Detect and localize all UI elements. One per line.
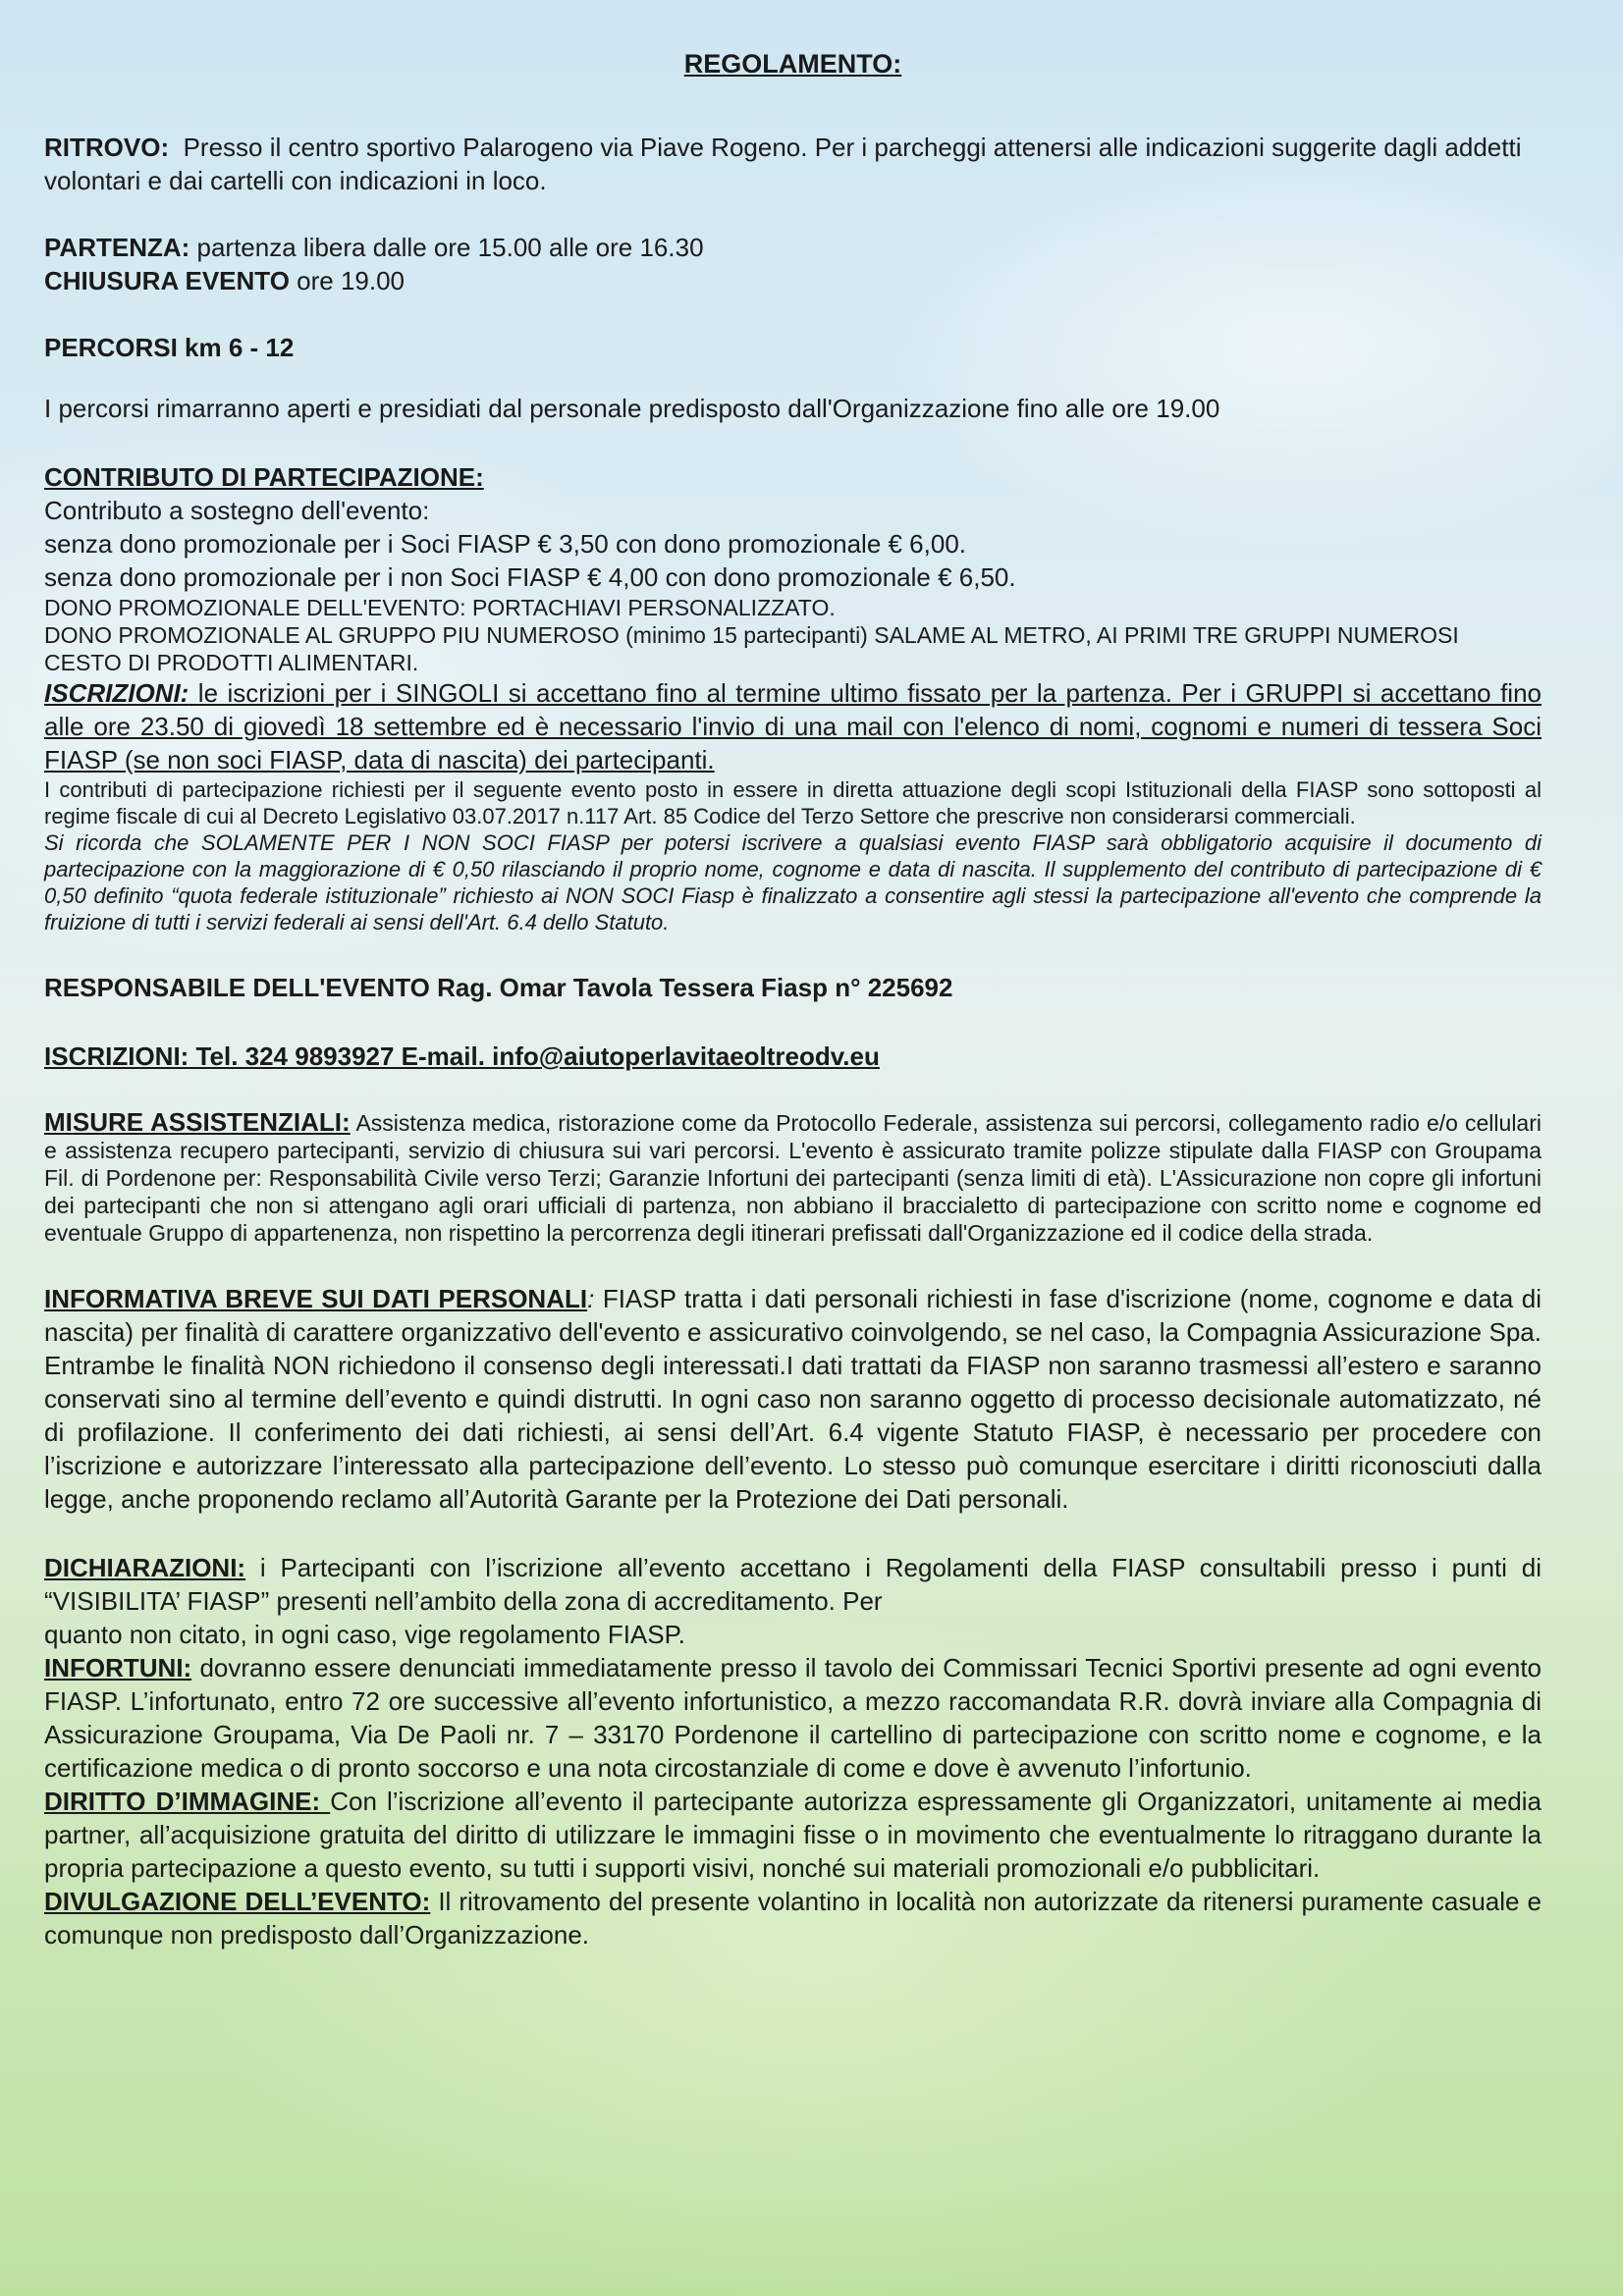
responsabile-line: RESPONSABILE DELL'EVENTO Rag. Omar Tavola Tessera Fiasp n° 225692 — [44, 973, 953, 1002]
iscrizioni-contatti-line: ISCRIZIONI: Tel. 324 9893927 E-mail. info@aiutoperlavitaeoltreodv.eu — [44, 1041, 880, 1071]
non-soci-paragraph: Si ricorda che SOLAMENTE PER I NON SOCI FIASP per potersi iscrivere a qualsiasi evento FIASP sarà obbligatorio acquisire il documento di partecipazione con la maggiorazione di € 0,50 rilasciando il proprio nome, cognome e data di nascita. Il supplemento del contributo di partecipazione di € 0,50 definito “quota federale istituzionale” richiesto ai NON SOCI Fiasp è finalizzato a consentire agli stessi la partecipazione all'evento che comprende la fruizione di tutti i servizi federali ai sensi dell'Art. 6.4 dello Statuto. — [44, 830, 1542, 934]
contributo-line-2: senza dono promozionale per i Soci FIASP € 3,50 con dono promozionale € 6,00. — [44, 529, 967, 559]
infortuni-label: INFORTUNI: — [44, 1653, 192, 1682]
contributo-dono-evento: DONO PROMOZIONALE DELL'EVENTO: PORTACHIAVI PERSONALIZZATO. — [44, 595, 836, 620]
misure-label: MISURE ASSISTENZIALI: — [44, 1107, 351, 1137]
contributo-dono-gruppo: DONO PROMOZIONALE AL GRUPPO PIU NUMEROSO (minimo 15 partecipanti) SALAME AL METRO, AI PRIMI TRE GRUPPI NUMEROSI CESTO DI PRODOTTI ALIMENTARI. — [44, 622, 1459, 675]
immagine-text: Con l’iscrizione all’evento il partecipante autorizza espressamente gli Organizzatori, unitamente ai media partner, all’acquisizione gratuita del diritto di utilizzare le immagini fisse o in movimento che eventualmente lo ritraggano durante la propria partecipazione a questo evento, su tutti i supporti visivi, nonché sui materiali promozionali e/o pubblicitari. — [44, 1787, 1542, 1883]
iscrizioni-info-label: ISCRIZIONI: — [44, 678, 189, 708]
percorsi-text: I percorsi rimarranno aperti e presidiati dal personale predisposto dall'Organizzazione fino alle ore 19.00 — [44, 394, 1220, 423]
chiusura-label: CHIUSURA EVENTO — [44, 266, 290, 295]
immagine-paragraph — [44, 1785, 1542, 1885]
partenza-label: PARTENZA: — [44, 233, 190, 262]
iscrizioni-info-text: le iscrizioni per i SINGOLI si accettano fino al termine ultimo fissato per la partenza. Per i GRUPPI si accettano fino alle ore 23.50 di giovedì 18 settembre ed è necessario l'invio di una mail con l'elenco di nomi, cognomi e numeri di tessera Soci FIASP (se non soci FIASP, data di nascita) dei partecipanti. — [44, 678, 1542, 774]
infortuni-paragraph — [44, 1651, 1542, 1785]
chiusura-line — [44, 264, 1542, 297]
informativa-paragraph — [44, 1282, 1542, 1516]
percorsi-heading: PERCORSI km 6 - 12 — [44, 333, 295, 362]
ritrovo-paragraph — [44, 131, 1542, 197]
contributo-heading: CONTRIBUTO DI PARTECIPAZIONE: — [44, 462, 484, 492]
chiusura-text: ore 19.00 — [289, 266, 406, 295]
misure-paragraph — [44, 1108, 1542, 1247]
dichiarazioni-paragraph — [44, 1551, 1542, 1618]
informativa-label: INFORMATIVA BREVE SUI DATI PERSONALI — [44, 1284, 588, 1313]
regolamento-document — [44, 49, 1542, 1951]
partenza-line — [44, 231, 1542, 264]
iscrizioni-info-paragraph — [44, 676, 1542, 776]
contributo-line-1: Contributo a sostegno dell'evento: — [44, 496, 430, 525]
dichiarazioni-label: DICHIARAZIONI: — [44, 1553, 246, 1582]
divulgazione-paragraph — [44, 1885, 1542, 1951]
informativa-colon: : — [587, 1284, 595, 1313]
fiscale-paragraph: I contributi di partecipazione richiesti per il seguente evento posto in essere in diretta attuazione degli scopi Istituzionali della FIASP sono sottoposti al regime fiscale di cui al Decreto Legislativo 03.07.2017 n.117 Art. 85 Codice del Terzo Settore che prescrive non considerarsi commerciali. — [44, 777, 1542, 828]
informativa-text: FIASP tratta i dati personali richiesti in fase d'iscrizione (nome, cognome e data di nascita) per finalità di carattere organizzativo dell'evento e assicurativo coinvolgendo, se nel caso, la Compagnia Assicurazione Spa. Entrambe le finalità NON richiedono il consenso degli interessati.I dati trattati da FIASP non saranno trasmessi all’estero e saranno conservati sino al termine dell’evento e quindi distrutti. In ogni caso non saranno oggetto di processo decisionale automatizzato, né di profilazione. Il conferimento dei dati richiesti, ai sensi dell’Art. 6.4 vigente Statuto FIASP, è necessario per procedere con l’iscrizione e autorizzare l’interessato alla partecipazione dell’evento. Lo stesso può comunque esercitare i diritti riconosciuti dalla legge, anche proponendo reclamo all’Autorità Garante per la Protezione dei Dati personali. — [44, 1284, 1542, 1514]
divulgazione-text: Il ritrovamento del presente volantino in località non autorizzate da ritenersi puramente casuale e comunque non predisposto dall’Organizzazione. — [44, 1887, 1542, 1949]
infortuni-text: dovranno essere denunciati immediatamente presso il tavolo dei Commissari Tecnici Sportivi presente ad ogni evento FIASP. L’infortunato, entro 72 ore successive all’evento infortunistico, a mezzo raccomandata R.R. dovrà inviare alla Compagnia di Assicurazione Groupama, Via De Paoli nr. 7 – 33170 Pordenone il cartellino di partecipazione con scritto nome e cognome, e la certificazione medica o di pronto soccorso e una nota circostanziale di come e dove è avvenuto l’infortunio. — [44, 1653, 1542, 1783]
partenza-text: partenza libera dalle ore 15.00 alle ore 16.30 — [189, 233, 704, 262]
immagine-label: DIRITTO D’IMMAGINE: — [44, 1787, 331, 1816]
dichiarazioni-text-2: quanto non citato, in ogni caso, vige regolamento FIASP. — [44, 1620, 685, 1649]
misure-text: Assistenza medica, ristorazione come da Protocollo Federale, assistenza sui percorsi, collegamento radio e/o cellulari e assistenza recupero partecipanti, servizio di chiusura sui vari percorsi. L'evento è assicurato tramite polizze stipulate dalla FIASP con Groupama Fil. di Pordenone per: Responsabilità Civile verso Terzi; Garanzie Infortuni dei partecipanti (senza limiti di età). L'Assicurazione non copre gli infortuni dei partecipanti che non si attengano agli orari ufficiali di partenza, non abbiano il braccialetto di partecipazione con scritto nome e cognome ed eventuale Gruppo di appartenenza, non rispettino la percorrenza degli itinerari prefissati dall'Organizzazione ed il codice della strada. — [44, 1110, 1542, 1246]
ritrovo-label: RITROVO: — [44, 133, 170, 162]
ritrovo-text: Presso il centro sportivo Palarogeno via Piave Rogeno. Per i parcheggi attenersi alle indicazioni suggerite dagli addetti volontari e dai cartelli con indicazioni in loco. — [44, 133, 1522, 195]
document-title: REGOLAMENTO: — [683, 49, 902, 79]
dichiarazioni-text: i Partecipanti con l’iscrizione all’evento accettano i Regolamenti della FIASP consultabili presso i punti di “VISIBILITA’ FIASP” presenti nell’ambito della zona di accreditamento. Per — [44, 1553, 1542, 1616]
divulgazione-label: DIVULGAZIONE DELL’EVENTO: — [44, 1887, 431, 1916]
contributo-line-3: senza dono promozionale per i non Soci FIASP € 4,00 con dono promozionale € 6,50. — [44, 562, 1016, 592]
